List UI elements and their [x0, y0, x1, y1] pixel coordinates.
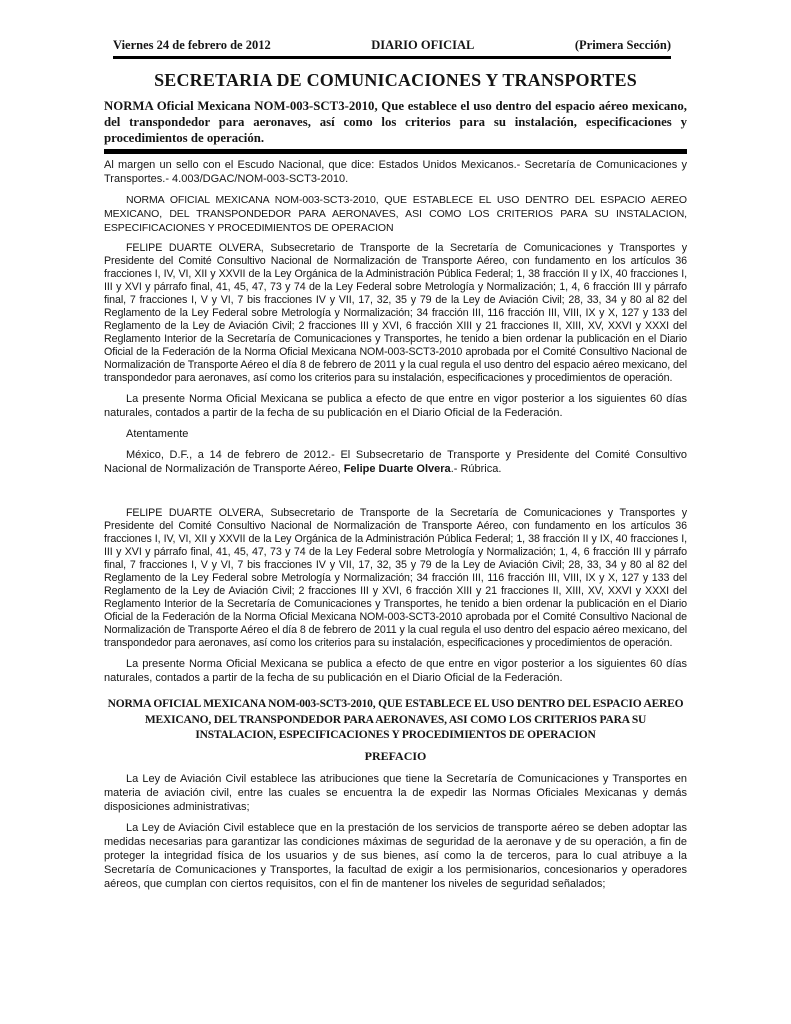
margin-note: Al margen un sello con el Escudo Nacional, que dice: Estados Unidos Mexicanos.- Secretaría de Comunicaciones y Transportes.- 4.003/DGAC/NOM-003-SCT3-2010. [104, 159, 687, 185]
signature-gap [104, 483, 687, 507]
signature-prefix: México, D.F., a 14 de febrero de 2012.- El Subsecretario de Transporte y Presidente del Comité Consultivo Nacional de Normalización de Transporte Aéreo, [104, 449, 687, 475]
masthead-date: Viernes 24 de febrero de 2012 [113, 38, 271, 52]
masthead-rule [113, 56, 671, 59]
preface-paragraph-2: La Ley de Aviación Civil establece que en la prestación de los servicios de transporte aéreo se deben adoptar las medidas necesarias para garantizar las condiciones máximas de seguridad de la aeronave y de su operación, a fin de proteger la integridad física de los usuarios y de sus bienes, así como la de terceros, para lo cual atribuye a la Secretaría de Comunicaciones y Transportes, la facultad de exigir a los permisionarios, concesionarios y operadores aéreos, que cumplan con ciertos requisitos, con el fin de mantener los niveles de seguridad señalados; [104, 821, 687, 890]
agency-title: SECRETARIA DE COMUNICACIONES Y TRANSPORTES [154, 70, 637, 90]
divider-bar [104, 149, 687, 154]
preface-heading: PREFACIO [364, 748, 427, 763]
effectiveness-paragraph-1: La presente Norma Oficial Mexicana se publica a efecto de que entre en vigor posterior a los siguientes 60 días naturales, contados a partir de la fecha de su publicación en el Diario Oficial de la Federación. [104, 393, 687, 419]
signatory-name: Felipe Duarte Olvera [343, 463, 451, 475]
effectiveness-paragraph-2: La presente Norma Oficial Mexicana se publica a efecto de que entre en vigor posterior a los siguientes 60 días naturales, contados a partir de la fecha de su publicación en el Diario Oficial de la Federación. [104, 658, 687, 684]
decree-paragraph-1: FELIPE DUARTE OLVERA, Subsecretario de Transporte de la Secretaría de Comunicaciones y Transportes y Presidente del Comité Consultivo Nacional de Normalización de Transporte Aéreo, con fundamento en los artículos 36 fracciones I, IV, VI, XII y XXVII de la Ley Orgánica de la Administración Pública Federal; 1, 38 fracción II y IX, 40 fracciones I, III y XVI y párrafo final, 41, 45, 47, 73 y 74 de la Ley Federal sobre Metrología y Normalización; 1, 4, 6 fracción III y párrafo final, 7 fracciones I, V y VI, 7 bis fracciones IV y VII, 17, 32, 35 y 79 de la Ley de Aviación Civil; 28, 33, 34 y 80 al 82 del Reglamento de la Ley Federal sobre Metrología y Normalización; 34 fracción III, 116 fracción III, VIII, IX y X, 127 y 133 del Reglamento de la Ley de Aviación Civil; 2 fracciones III y XVI, 6 fracción XIII y 21 fracciones II, XIII, XV, XXVI y XXXI del Reglamento Interior de la Secretaría de Comunicaciones y Transportes, he tenido a bien ordenar la publicación en el Diario Oficial de la Federación de la Norma Oficial Mexicana NOM-003-SCT3-2010 aprobada por el Comité Consultivo Nacional de Normalización de Transporte Aéreo el día 8 de febrero de 2011 y la cual regula el uso dentro del espacio aéreo mexicano, del transpondedor para aeronaves, así como los criterios para su instalación, especificaciones y procedimientos de operación. [104, 242, 687, 384]
signature-paragraph [104, 448, 687, 476]
nom-summary: NORMA Oficial Mexicana NOM-003-SCT3-2010, Que establece el uso dentro del espacio aéreo mexicano, del transpondedor para aeronaves, así como los criterios para su instalación, especificaciones y procedimientos de operación. [104, 99, 687, 145]
preface-paragraph-1: La Ley de Aviación Civil establece las atribuciones que tiene la Secretaría de Comunicaciones y Transportes en materia de aviación civil, entre las cuales se encuentra la de expedir las Normas Oficiales Mexicanas y demás disposiciones administrativas; [104, 772, 687, 813]
decree-paragraph-2: FELIPE DUARTE OLVERA, Subsecretario de Transporte de la Secretaría de Comunicaciones y Transportes y Presidente del Comité Consultivo Nacional de Normalización de Transporte Aéreo, con fundamento en los artículos 36 fracciones I, IV, VI, XII y XXVII de la Ley Orgánica de la Administración Pública Federal; 1, 38 fracción II y IX, 40 fracciones I, III y XVI y párrafo final, 41, 45, 47, 73 y 74 de la Ley Federal sobre Metrología y Normalización; 1, 4, 6 fracción III y párrafo final, 7 fracciones I, V y VI, 7 bis fracciones IV y VII, 17, 32, 35 y 79 de la Ley de Aviación Civil; 28, 33, 34 y 80 al 82 del Reglamento de la Ley Federal sobre Metrología y Normalización; 34 fracción III, 116 fracción III, VIII, IX y X, 127 y 133 del Reglamento de la Ley de Aviación Civil; 2 fracciones III y XVI, 6 fracción XIII y 21 fracciones II, XIII, XV, XXVI y XXXI del Reglamento Interior de la Secretaría de Comunicaciones y Transportes, he tenido a bien ordenar la publicación en el Diario Oficial de la Federación de la Norma Oficial Mexicana NOM-003-SCT3-2010 aprobada por el Comité Consultivo Nacional de Normalización de Transporte Aéreo el día 8 de febrero de 2011 y la cual regula el uso dentro del espacio aéreo mexicano, del transpondedor para aeronaves, así como los criterios para su instalación, especificaciones y procedimientos de operación. [104, 507, 687, 649]
masthead-section: (Primera Sección) [574, 38, 671, 52]
masthead [113, 38, 671, 53]
salutation: Atentamente [126, 428, 189, 440]
nom-heading: NORMA OFICIAL MEXICANA NOM-003-SCT3-2010, QUE ESTABLECE EL USO DENTRO DEL ESPACIO AEREO MEXICANO, DEL TRANSPONDEDOR PARA AERONAVES, ASI COMO LOS CRITERIOS PARA SU INSTALACION, ESPECIFICACIONES Y PROCEDIMIENTOS DE OPERACION [107, 698, 684, 741]
masthead-publication: DIARIO OFICIAL [371, 38, 475, 52]
nom-title-caps: NORMA OFICIAL MEXICANA NOM-003-SCT3-2010, QUE ESTABLECE EL USO DENTRO DEL ESPACIO AEREO MEXICANO, DEL TRANSPONDEDOR PARA AERONAVES, ASI COMO LOS CRITERIOS PARA SU INSTALACION, ESPECIFICACIONES Y PROCEDIMIENTOS DE OPERACION [104, 194, 687, 234]
signature-suffix: .- Rúbrica. [450, 463, 502, 475]
